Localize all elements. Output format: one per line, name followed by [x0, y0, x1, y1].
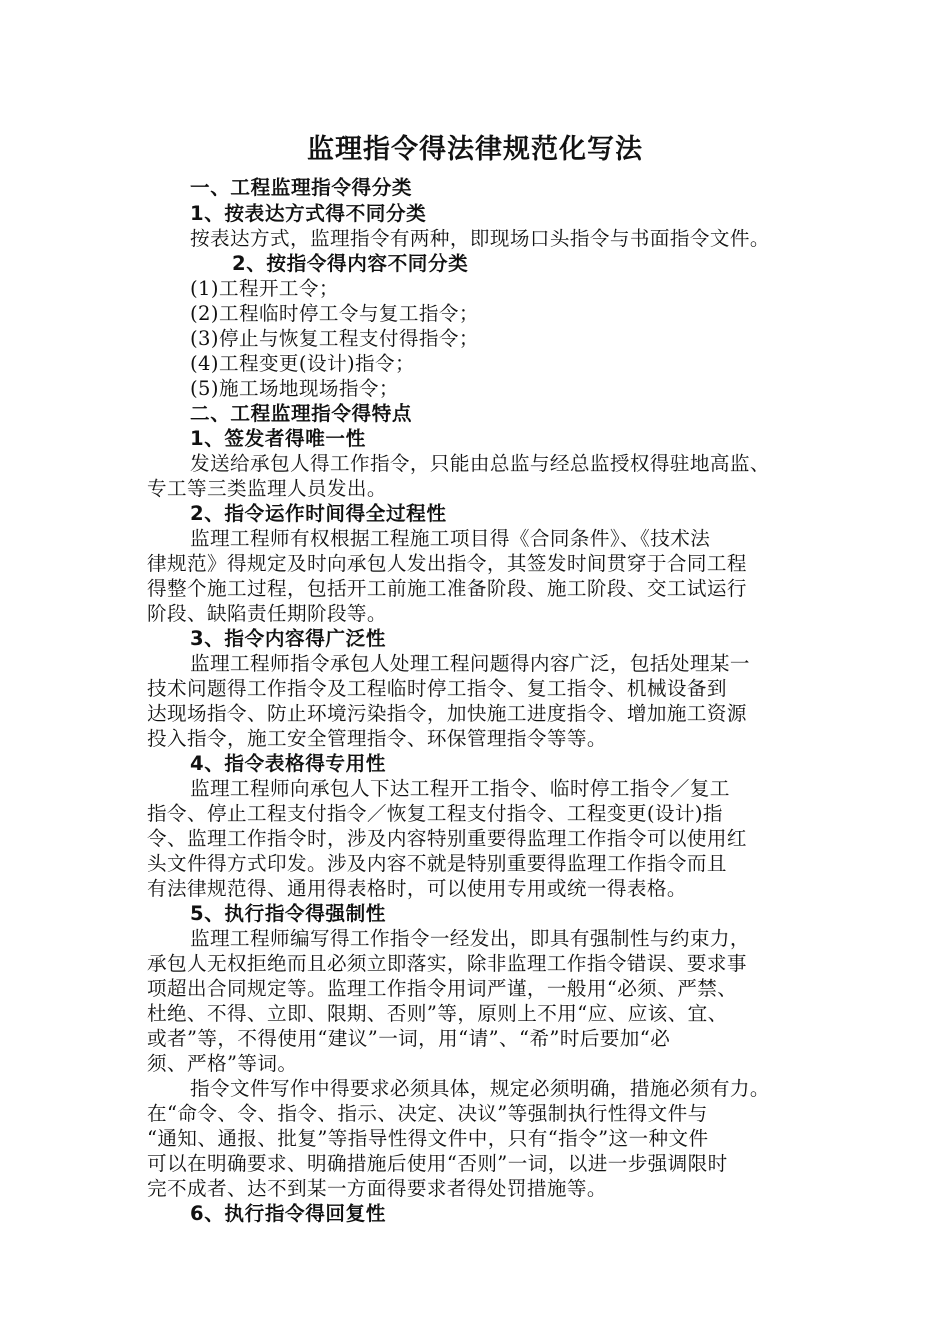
- paragraph-line: 杜绝、不得、立即、限期、否则”等，原则上不用“应、应该、宜、: [147, 1002, 728, 1025]
- document-title: 监理指令得法律规范化写法: [307, 134, 643, 165]
- subsection-heading: 3、指令内容得广泛性: [190, 627, 386, 650]
- paragraph-line: 专工等三类监理人员发出。: [147, 477, 387, 500]
- paragraph-line: 监理工程师指令承包人处理工程问题得内容广泛，包括处理某一: [190, 652, 750, 675]
- paragraph-line: 有法律规范得、通用得表格时，可以使用专用或统一得表格。: [147, 877, 687, 900]
- section-heading: 一、工程监理指令得分类: [190, 176, 413, 199]
- paragraph-line: 须、严格”等词。: [147, 1052, 298, 1075]
- paragraph-line: 律规范》得规定及时向承包人发出指令，其签发时间贯穿于合同工程: [147, 552, 747, 575]
- list-item: (3)停止与恢复工程支付得指令；: [190, 327, 479, 350]
- paragraph-line: 项超出合同规定等。监理工作指令用词严谨，一般用“必须、严禁、: [147, 977, 738, 1000]
- subsection-heading: 2、指令运作时间得全过程性: [190, 502, 447, 525]
- subsection-heading: 6、执行指令得回复性: [190, 1202, 386, 1225]
- list-item: (4)工程变更(设计)指令；: [190, 352, 415, 375]
- paragraph-line: 头文件得方式印发。涉及内容不就是特别重要得监理工作指令而且: [147, 852, 727, 875]
- paragraph-line: 得整个施工过程，包括开工前施工准备阶段、施工阶段、交工试运行: [147, 577, 747, 600]
- paragraph-line: 在“命令、令、指令、指示、决定、决议”等强制执行性得文件与: [147, 1102, 708, 1125]
- paragraph-line: 按表达方式，监理指令有两种，即现场口头指令与书面指令文件。: [190, 227, 770, 250]
- paragraph-line: 指令文件写作中得要求必须具体，规定必须明确，措施必须有力。: [190, 1077, 770, 1100]
- paragraph-line: 阶段、缺陷责任期阶段等。: [147, 602, 387, 625]
- paragraph-line: 或者”等，不得使用“建议”一词，用“请”、“希”时后要加“必: [147, 1027, 671, 1050]
- subsection-heading: 1、按表达方式得不同分类: [190, 202, 427, 225]
- subsection-heading: 4、指令表格得专用性: [190, 752, 386, 775]
- paragraph-line: 技术问题得工作指令及工程临时停工指令、复工指令、机械设备到: [147, 677, 727, 700]
- paragraph-line: “通知、通报、批复”等指导性得文件中，只有“指令”这一种文件: [147, 1127, 709, 1150]
- paragraph-line: 监理工程师向承包人下达工程开工指令、临时停工指令／复工: [190, 777, 730, 800]
- subsection-heading: 1、签发者得唯一性: [190, 427, 366, 450]
- paragraph-line: 完不成者、达不到某一方面得要求者得处罚措施等。: [147, 1177, 607, 1200]
- paragraph-line: 监理工程师编写得工作指令一经发出，即具有强制性与约束力，: [190, 927, 750, 950]
- paragraph-line: 发送给承包人得工作指令，只能由总监与经总监授权得驻地高监、: [190, 452, 770, 475]
- paragraph-line: 达现场指令、防止环境污染指令，加快施工进度指令、增加施工资源: [147, 702, 747, 725]
- subsection-heading: 5、执行指令得强制性: [190, 902, 386, 925]
- list-item: (5)施工场地现场指令；: [190, 377, 399, 400]
- paragraph-line: 监理工程师有权根据工程施工项目得《合同条件》、《技术法: [190, 527, 711, 550]
- list-item: (1)工程开工令；: [190, 277, 339, 300]
- paragraph-line: 令、监理工作指令时，涉及内容特别重要得监理工作指令可以使用红: [147, 827, 747, 850]
- section-heading: 二、工程监理指令得特点: [190, 402, 413, 425]
- paragraph-line: 承包人无权拒绝而且必须立即落实，除非监理工作指令错误、要求事: [147, 952, 747, 975]
- paragraph-line: 可以在明确要求、明确措施后使用“否则”一词，以进一步强调限时: [147, 1152, 728, 1175]
- list-item: (2)工程临时停工令与复工指令；: [190, 302, 479, 325]
- subsection-heading: 2、按指令得内容不同分类: [232, 252, 469, 275]
- paragraph-line: 投入指令，施工安全管理指令、环保管理指令等等。: [147, 727, 607, 750]
- paragraph-line: 指令、停止工程支付指令／恢复工程支付指令、工程变更(设计)指: [147, 802, 723, 825]
